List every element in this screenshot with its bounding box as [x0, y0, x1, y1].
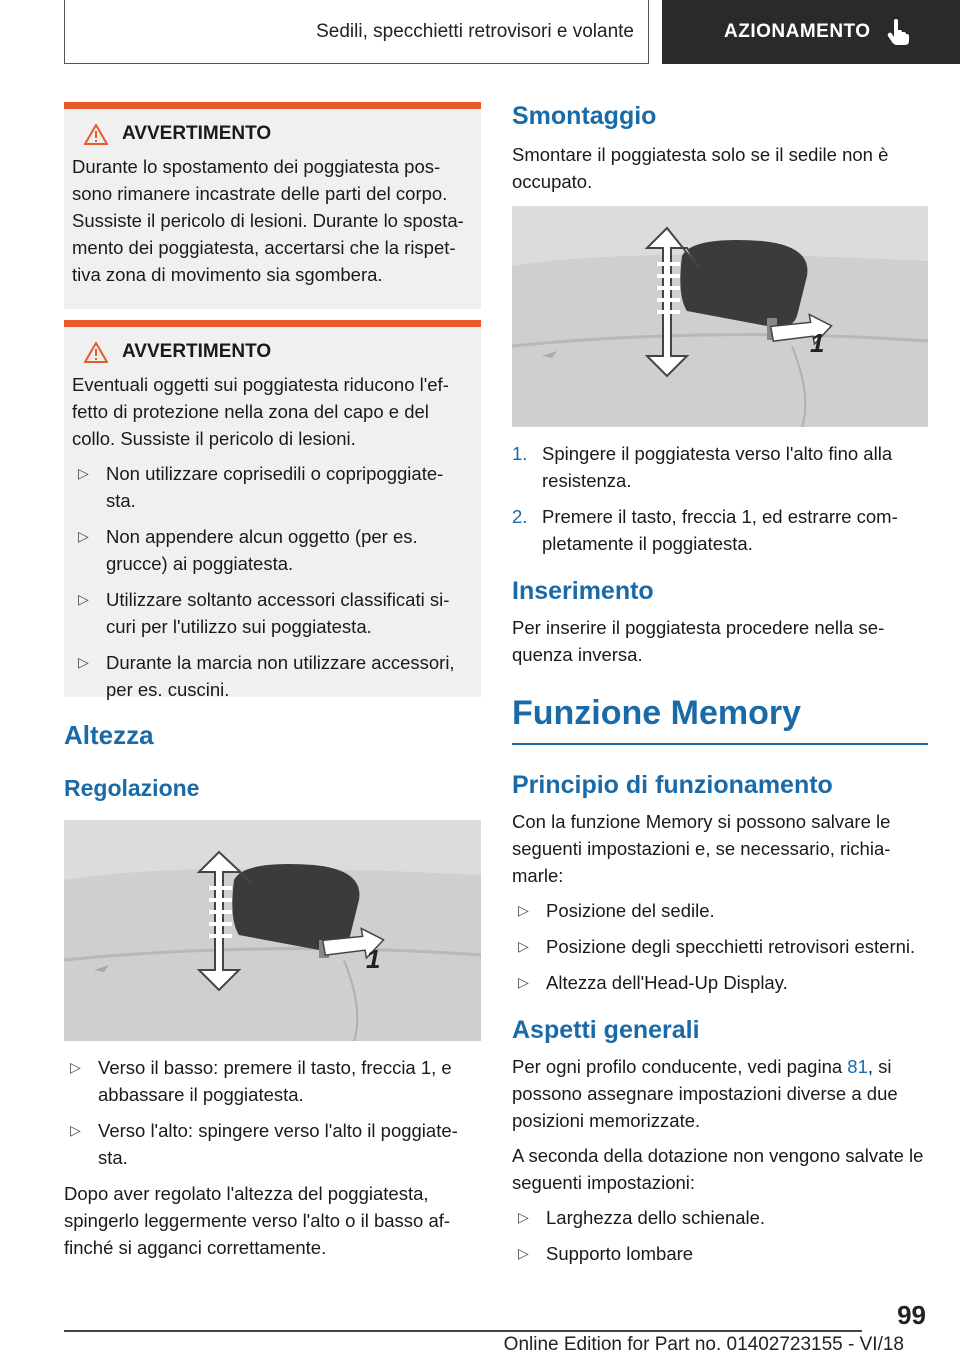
subsection-heading: Smontaggio: [512, 102, 657, 130]
step-item: 2. Premere il tasto, freccia 1, ed estrarre com-pletamente il poggiatesta.: [512, 506, 898, 554]
altezza-section: [64, 720, 481, 802]
step-item: 1. Spingere il poggiatesta verso l'alto fino alla resistenza.: [512, 443, 893, 491]
page-number: 99: [897, 1300, 926, 1330]
section-title: Sedili, specchietti retrovisori e volante: [316, 20, 634, 42]
headrest-illustration: [64, 820, 481, 1041]
callout-label: 1: [366, 944, 381, 974]
chapter-title: AZIONAMENTO: [724, 21, 871, 42]
warning-box-1: [64, 102, 481, 309]
warning-box-2: [64, 320, 481, 700]
warning-triangle-icon: [84, 124, 108, 145]
list-item: ▷ Posizione degli specchietti retrovisori esterni.: [512, 933, 928, 960]
footer-rule: [64, 1330, 862, 1332]
running-header: [64, 0, 649, 64]
section-heading: Altezza: [64, 720, 154, 750]
subsection-heading: Aspetti generali: [512, 1015, 700, 1044]
headrest-illustration: [512, 206, 928, 427]
warning-title: AVVERTIMENTO: [122, 341, 272, 362]
step-list: [512, 440, 928, 557]
paragraph: Con la funzione Memory si possono salvare le seguenti impostazioni e, se necessario, richia-marle:: [512, 810, 891, 886]
heading-rule: [512, 743, 928, 745]
list-item: ▷ Supporto lombare: [512, 1240, 928, 1267]
paragraph: A seconda della dotazione non vengono salvate le seguenti impostazioni:: [512, 1144, 924, 1193]
list-item: ▷ Non appendere alcun oggetto (per es. grucce) ai poggiatesta.: [72, 523, 471, 577]
paragraph: Per inserire il poggiatesta procedere nella se-quenza inversa.: [512, 617, 885, 665]
bullet-list: [512, 1204, 928, 1267]
list-item: ▷ Altezza dell'Head-Up Display.: [512, 969, 928, 996]
warning-list: [72, 460, 471, 703]
warning-triangle-icon: [84, 342, 108, 363]
warning-text: Eventuali oggetti sui poggiatesta riducono l'ef-fetto di protezione nella zona del capo e del collo. Sussiste il pericolo di lesioni.: [72, 374, 449, 449]
bullet-list: [512, 897, 928, 996]
subsection-heading: Inserimento: [512, 577, 654, 605]
paragraph: Dopo aver regolato l'altezza del poggiatesta, spingerlo leggermente verso l'alto o il basso af-finché si agganci correttamente.: [64, 1183, 451, 1258]
warning-text: Durante lo spostamento dei poggiatesta pos-sono rimanere incastrate delle parti del corpo. Sussiste il pericolo di lesioni. Durante lo sposta-mento dei poggiatesta, accertarsi che la rispet-tiva zona di movimento sia sgombera.: [72, 156, 464, 285]
altezza-instructions: [64, 1054, 481, 1269]
paragraph: Smontare il poggiatesta solo se il sedile non è occupato.: [512, 144, 889, 192]
callout-label: 1: [810, 328, 825, 358]
list-item: ▷ Non utilizzare coprisedili o copripoggiate-sta.: [72, 460, 471, 514]
smontaggio-section: [512, 102, 928, 203]
subsection-heading: Principio di funzionamento: [512, 770, 833, 799]
page-reference-link[interactable]: 81: [847, 1055, 868, 1077]
instruction-list: [64, 1054, 481, 1171]
warning-title: AVVERTIMENTO: [122, 123, 272, 144]
edition-info: Online Edition for Part no. 01402723155 - VI/18: [503, 1334, 904, 1355]
paragraph: Per ogni profilo conducente, vedi pagina 81, si possono assegnare impostazioni diverse a due posizioni memorizzate.: [512, 1055, 898, 1131]
list-item: ▷ Larghezza dello schienale.: [512, 1204, 928, 1231]
list-item: ▷ Verso il basso: premere il tasto, freccia 1, e abbassare il poggiatesta.: [64, 1054, 481, 1108]
headrest-adjust-illustration: [64, 820, 481, 1041]
list-item: ▷ Posizione del sedile.: [512, 897, 928, 924]
hand-pointer-icon: [887, 19, 909, 45]
smontaggio-steps: [512, 440, 928, 1276]
headrest-removal-illustration: [512, 206, 928, 427]
chapter-heading: Funzione Memory: [512, 694, 802, 732]
list-item: ▷ Utilizzare soltanto accessori classificati si-curi per l'utilizzo sui poggiatesta.: [72, 586, 471, 640]
chapter-tab: [662, 0, 960, 64]
subsection-heading: Regolazione: [64, 775, 200, 801]
list-item: ▷ Verso l'alto: spingere verso l'alto il poggiate-sta.: [64, 1117, 481, 1171]
list-item: ▷ Durante la marcia non utilizzare accessori, per es. cuscini.: [72, 649, 471, 703]
